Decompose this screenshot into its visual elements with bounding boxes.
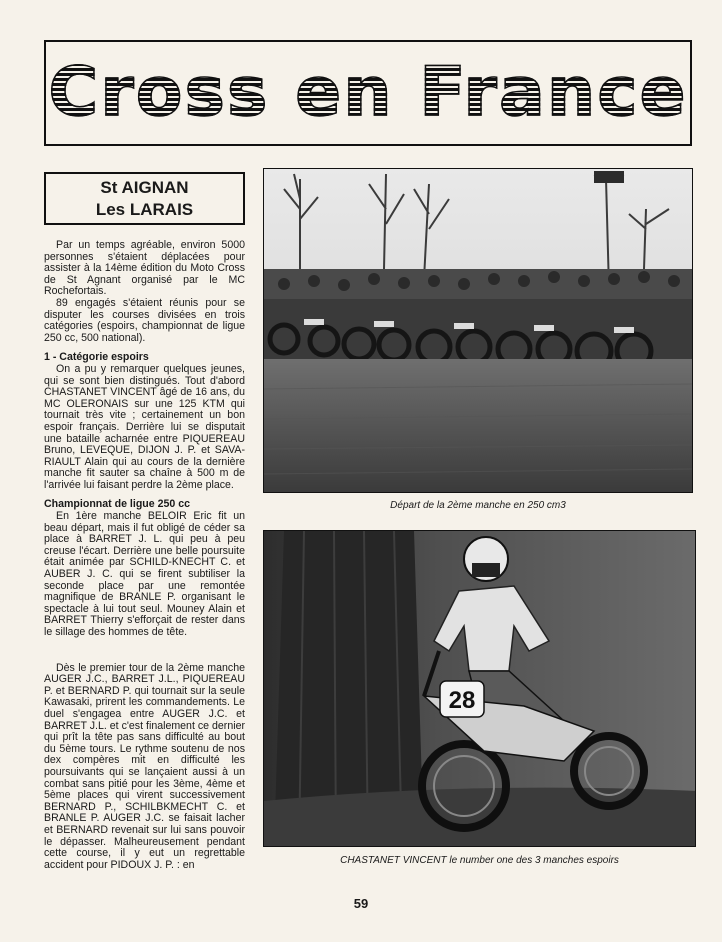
article-paragraph: On a pu y remarquer quelques jeunes, qui se sont bien distingués. Tout d'abord CHASTANET VINCENT âgé de 16 ans, du MC OLERONAIS sur une 125 KTM qui tournait très vite ; certainement un bon espoir français. Derrière lui se disputait une bataille acharnée entre PIQUEREAU Bruno, LEVEQUE, DIJON J. P. et SAVA-RIAULT Alain qui au cours de la dernière manche fit sauter sa chaîne à 500 m de l'arrivée lui faisant perdre la 2ème place. [44, 362, 245, 491]
article-paragraph: Dès le premier tour de la 2ème manche AUGER J.C., BARRET J.L., PIQUEREAU P. et BERNARD P. qui tournait sur la seule Kawasaki, prirent les commandements. Le duel s'engagea entre AUGER J.C. et BARRET J.L. et c'est finalement ce dernier qui prît la tête pas sans difficulté au bout du 5ème tours. Le rythme soutenu de nos dex compères mit en difficulté les poursuivants qui se lançaient aussi à un combat sans pitié pour les 3ème, 4ème et 5ème places qui virent successivement BERNARD P., SCHILBKMECHT C. et BRANLE P. AUGER J.C. se faisait lacher et BERNARD revenait sur lui sans pouvoir le dépasser. Malheureusement pendant cette course, il y eut un regrettable accident pour PIDOUX J. P. : en [44, 661, 245, 871]
event-title-line-1: St AIGNAN [100, 178, 189, 197]
event-title-line-2: Les LARAIS [95, 200, 194, 219]
masthead-title: Cross en France [46, 48, 690, 138]
race-start-photo [263, 168, 693, 493]
section-heading: 1 - Catégorie espoirs [44, 351, 149, 364]
race-plate-number: 28 [448, 687, 476, 714]
article-column [44, 240, 245, 871]
article-paragraph: En 1ère manche BELOIR Eric fit un beau départ, mais il fut obligé de céder sa place à BARRET J. L. qui peu à peu creuse l'écart. Derrière une belle poursuite était animée par SCHILD-KNECHT C. et AUBER J. C. qui se firent subtiliser la seconde place par une remontée magnifique de BRANLE P. organisant le spectacle à lui tout seul. Mouney Alain et BARRET Thierry s'efforçait de rester dans le sillage des hommes de tête. [44, 510, 245, 638]
section-heading: Championnat de ligue 250 cc [44, 498, 190, 511]
article-paragraph: 89 engagés s'étaient réunis pour se disputer les courses divisées en trois catégories (espoirs, championnat de ligue 250 cc, 500 national). [44, 296, 245, 344]
page-number: 59 [353, 896, 369, 911]
rider-illustration [264, 531, 696, 847]
race-start-illustration [264, 169, 693, 493]
photo-caption-start: Départ de la 2ème manche en 250 cm3 [390, 500, 566, 511]
article-paragraph: Par un temps agréable, environ 5000 personnes s'étaient déplacées pour assister à la 14ème édition du Moto Cross de St Agnant organisé par le MC Rochefortais. [44, 239, 245, 298]
rider-photo [263, 530, 696, 847]
masthead [44, 40, 692, 146]
event-headline [44, 172, 245, 225]
photo-caption-rider: CHASTANET VINCENT le number one des 3 manches espoirs [340, 855, 619, 866]
